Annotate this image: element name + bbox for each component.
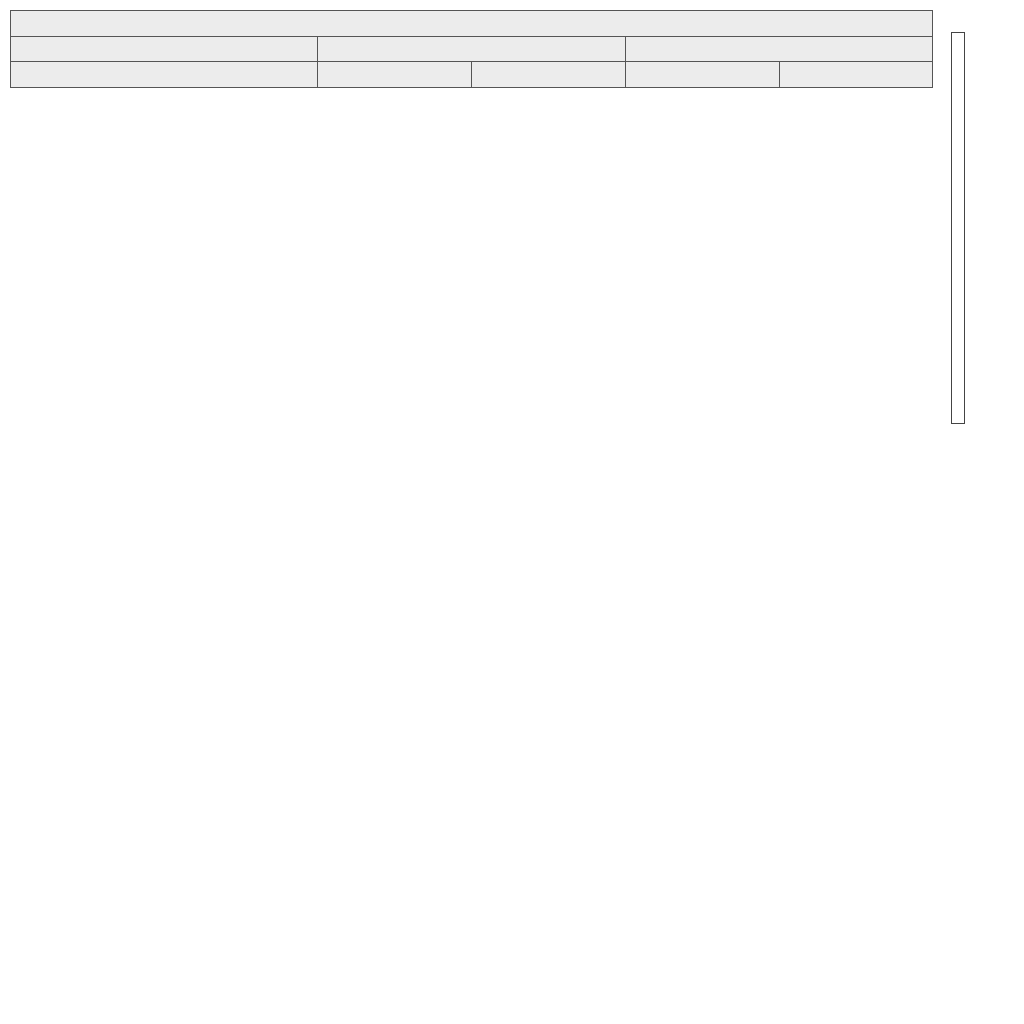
- avg-high-mode-header: [472, 62, 626, 88]
- date-range: [11, 36, 318, 62]
- comparison-table: [10, 10, 933, 87]
- avg-low-mode-header: [318, 62, 472, 88]
- sd-low-mode-header: [626, 62, 780, 88]
- table-title: [11, 11, 933, 37]
- std-dev-header: [626, 36, 933, 62]
- site-info-header: [11, 62, 318, 88]
- average-header: [318, 36, 626, 62]
- sd-high-mode-header: [780, 62, 933, 88]
- colorbar: [951, 32, 965, 424]
